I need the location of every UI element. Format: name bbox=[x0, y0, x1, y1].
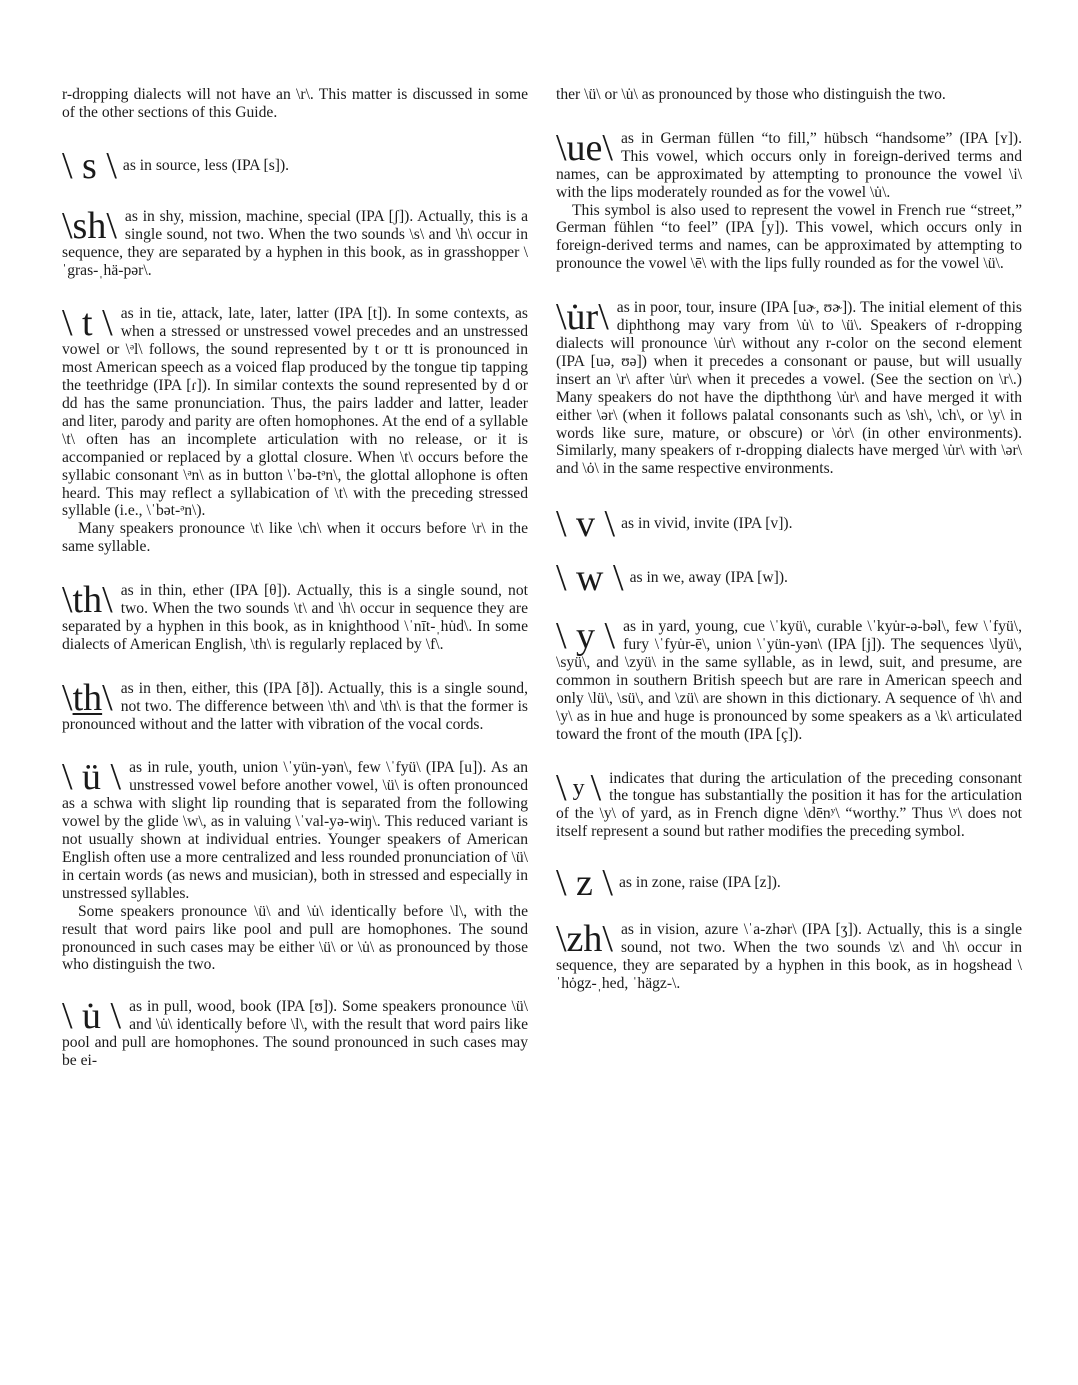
symbol-y: \ y \ bbox=[556, 618, 616, 658]
entry-v-text: as in vivid, invite (IPA [v]). bbox=[621, 515, 793, 533]
entry-t-text2: Many speakers pronounce \t\ like \ch\ when it occurs before \r\ in the same syllable. bbox=[62, 520, 528, 556]
symbol-sh: \sh\ bbox=[62, 207, 117, 247]
entry-ue bbox=[556, 130, 1022, 202]
entry-z-text: as in zone, raise (IPA [z]). bbox=[618, 874, 781, 892]
entry-u-umlaut-text2: Some speakers pronounce \ü\ and \u̇\ identically before \l\, with the result that word pairs like pool and pull are homophones. The sound pronounced in such cases may be either \ü\ or \u̇\ as pronounced by those who distinguish the two. bbox=[62, 902, 528, 974]
symbol-v: \ v \ bbox=[556, 504, 616, 545]
entry-sh bbox=[62, 208, 528, 280]
entry-w-text: as in we, away (IPA [w]). bbox=[629, 569, 788, 587]
symbol-y-superscript bbox=[556, 769, 602, 809]
symbol-zh: \zh\ bbox=[556, 921, 613, 961]
entry-u-umlaut bbox=[62, 759, 528, 902]
entry-ue-text2: This symbol is also used to represent the vowel in French rue “street,” German fühlen “to feel” (IPA [y]). This vowel, which occurs only in foreign-derived terms and names, can be approximated by attempting to pronounce the vowel \ē\ with the lips fully rounded as for the vowel \ü\. bbox=[556, 201, 1022, 273]
symbol-y-superscript-close: \ bbox=[590, 769, 602, 809]
entry-zh bbox=[556, 921, 1022, 993]
symbol-w: \ w \ bbox=[556, 558, 624, 599]
left-column bbox=[62, 86, 528, 1070]
entry-sh-text: as in shy, mission, machine, special (IPA [ʃ]). Actually, this is a single sound, not two. When the two sounds \s\ and \h\ occur in sequence, they are separated by a hyphen in this book, as in grasshopper \ˈgras-ˌhä-pər\. bbox=[62, 207, 528, 279]
left-intro: r-dropping dialects will not have an \r\. This matter is discussed in some of the other sections of this Guide. bbox=[62, 86, 528, 121]
entry-ur bbox=[556, 299, 1022, 478]
entry-y bbox=[556, 618, 1022, 743]
entry-y-superscript bbox=[556, 770, 1022, 842]
entry-y-superscript-text: indicates that during the articulation of the preceding consonant the tongue has substantially the position it has for the articulation of the \y\ of yard, as in French digne \dēnʸ\ “worthy.” Thus \ʸ\ does not itself represent a sound but rather modifies the preceding symbol. bbox=[556, 769, 1022, 841]
symbol-t: \ t \ bbox=[62, 305, 113, 345]
entry-u-umlaut-text: as in rule, youth, union \ˈyün-yən\, few \ˈfyü\ (IPA [u]). As an unstressed vowel before another vowel, \ü\ is often pronounced as a schwa with slight lip rounding that is separated from the following vowel by the glide \w\, as in valuing \ˈval-yə-wiŋ\. This reduced variant is not usually shown at individual entries. Younger speakers of American English often use a more centralized and less rounded pronunciation of \ü\ in certain words (as news and musician), both in stressed and especially in unstressed syllables. bbox=[62, 759, 528, 902]
symbol-th-voiced bbox=[62, 679, 113, 719]
entry-s-text: as in source, less (IPA [s]). bbox=[122, 156, 290, 174]
symbol-th-voiced-close: \ bbox=[102, 679, 113, 719]
entry-v bbox=[556, 504, 1022, 544]
right-intro: ther \ü\ or \u̇\ as pronounced by those who distinguish the two. bbox=[556, 86, 946, 103]
right-column bbox=[556, 86, 1022, 993]
entry-t-text: as in tie, attack, late, later, latter (IPA [t]). In some contexts, as when a stressed or unstressed vowel precedes and an unstressed vowel or \ᵊl\ follows, the sound represented by t or tt is pronounced in most American speech as a voiced flap produced by the tongue tip tapping the teethridge (IPA [ɾ]). In similar contexts the sound represented by d or dd has the same pronunciation. Thus, the pairs ladder and latter, leader and liter, parody and parity are often homophones. At the end of a syllable \t\ often has an incomplete articulation with no release, or it is accompanied or replaced by a glottal closure. When \t\ occurs before the syllabic consonant \ᵊn\ as in button \ˈbə-tᵊn\, the glottal allophone is often heard. This may reflect a syllabication of \t\ with the preceding stressed syllable (i.e., \ˈbət-ᵊn\). bbox=[62, 305, 528, 520]
entry-s bbox=[62, 146, 528, 186]
entry-w bbox=[556, 558, 1022, 598]
entry-u-dot-text: as in pull, wood, book (IPA [ʊ]). Some speakers pronounce \ü\ and \u̇\ identically before \l\, with the result that word pairs like pool and pull are homophones. The sound pronounced in such cases may be ei- bbox=[62, 998, 528, 1070]
symbol-th-voiced-open: \ bbox=[62, 679, 73, 719]
entry-ur-text: as in poor, tour, insure (IPA [uɚ, ʊɚ]). The initial element of this diphthong may vary from \u̇\ to \ü\. Speakers of r-dropping dialects will pronounce \u̇r\ without any r-color on the second element (IPA [uə, ʊə]) when it precedes a consonant or pause, but will usually insert an \r\ after \u̇r\ when it precedes a vowel. (See the section on \r\.) Many speakers do not have the dipththong \u̇r\ and have merged it with either \ər\ (when it follows palatal consonants such as \sh\, \ch\, or \y\ in words like sure, mature, or obscure) or \ȯr\ (in other environments). Similarly, many speakers of r-dropping dialects have merged \u̇r\ with \ər\ and \ȯ\ in the same respective environments. bbox=[556, 299, 1022, 478]
entry-th-voiced bbox=[62, 680, 528, 734]
symbol-th: \th\ bbox=[62, 582, 113, 622]
entry-ue-text: as in German füllen “to fill,” hübsch “handsome” (IPA [ʏ]). This vowel, which occurs only in foreign-derived terms and names, can be approximated by attempting to pronounce the vowel \i\ with the lips moderately rounded as for the vowel \u̇\. bbox=[556, 129, 1022, 201]
symbol-u-umlaut: \ ü \ bbox=[62, 759, 122, 799]
entry-th bbox=[62, 582, 528, 654]
symbol-y-superscript-open: \ bbox=[556, 769, 567, 809]
entry-u-dot bbox=[62, 998, 528, 1070]
entry-th-text: as in thin, ether (IPA [θ]). Actually, this is a single sound, not two. When the two sounds \t\ and \h\ occur in sequence they are separated by a hyphen in this book, as in knighthood \ˈnīt-ˌhu̇d\. In some dialects of American English, \th\ is regularly replaced by \f\. bbox=[62, 582, 528, 653]
symbol-u-dot: \ u̇ \ bbox=[62, 998, 122, 1038]
symbol-s: \ s \ bbox=[62, 145, 117, 186]
symbol-ur: \u̇r\ bbox=[556, 299, 609, 339]
entry-z bbox=[556, 863, 1022, 903]
entry-th-voiced-text: as in then, either, this (IPA [ð]). Actually, this is a single sound, not two. The difference between \th\ and \th\ is that the former is pronounced without and the latter with vibration of the vocal cords. bbox=[62, 679, 528, 733]
entry-zh-text: as in vision, azure \ˈa-zhər\ (IPA [ʒ]). Actually, this is a single sound, not two. When the two sounds \z\ and \h\ occur in sequence, they are separated by a hyphen in this book, as in hogshead \ˈhȯgz-ˌhed, ˈhägz-\. bbox=[556, 921, 1022, 992]
symbol-ue: \ue\ bbox=[556, 129, 613, 169]
symbol-y-superscript-mid: y bbox=[572, 774, 585, 801]
entry-y-text: as in yard, young, cue \ˈkyü\, curable \ˈkyu̇r-ə-bəl\, few \ˈfyü\, fury \ˈfyu̇r-ē\, union \ˈyün-yən\ (IPA [j]). The sequences \lyü\, \syü\, and \zyü\ in the same syllable, as in lewd, suit, and presume, are common in southern British speech but are rare in American speech and only \lü\, \sü\, and \zü\ are shown in this dictionary. A sequence of \h\ and \y\ as in hue and huge is pronounced by some speakers as a \k\ articulated toward the front of the mouth (IPA [ç]). bbox=[556, 618, 1022, 743]
entry-t bbox=[62, 305, 528, 520]
symbol-z: \ z \ bbox=[556, 863, 613, 904]
symbol-th-voiced-underlined: th bbox=[72, 679, 103, 719]
